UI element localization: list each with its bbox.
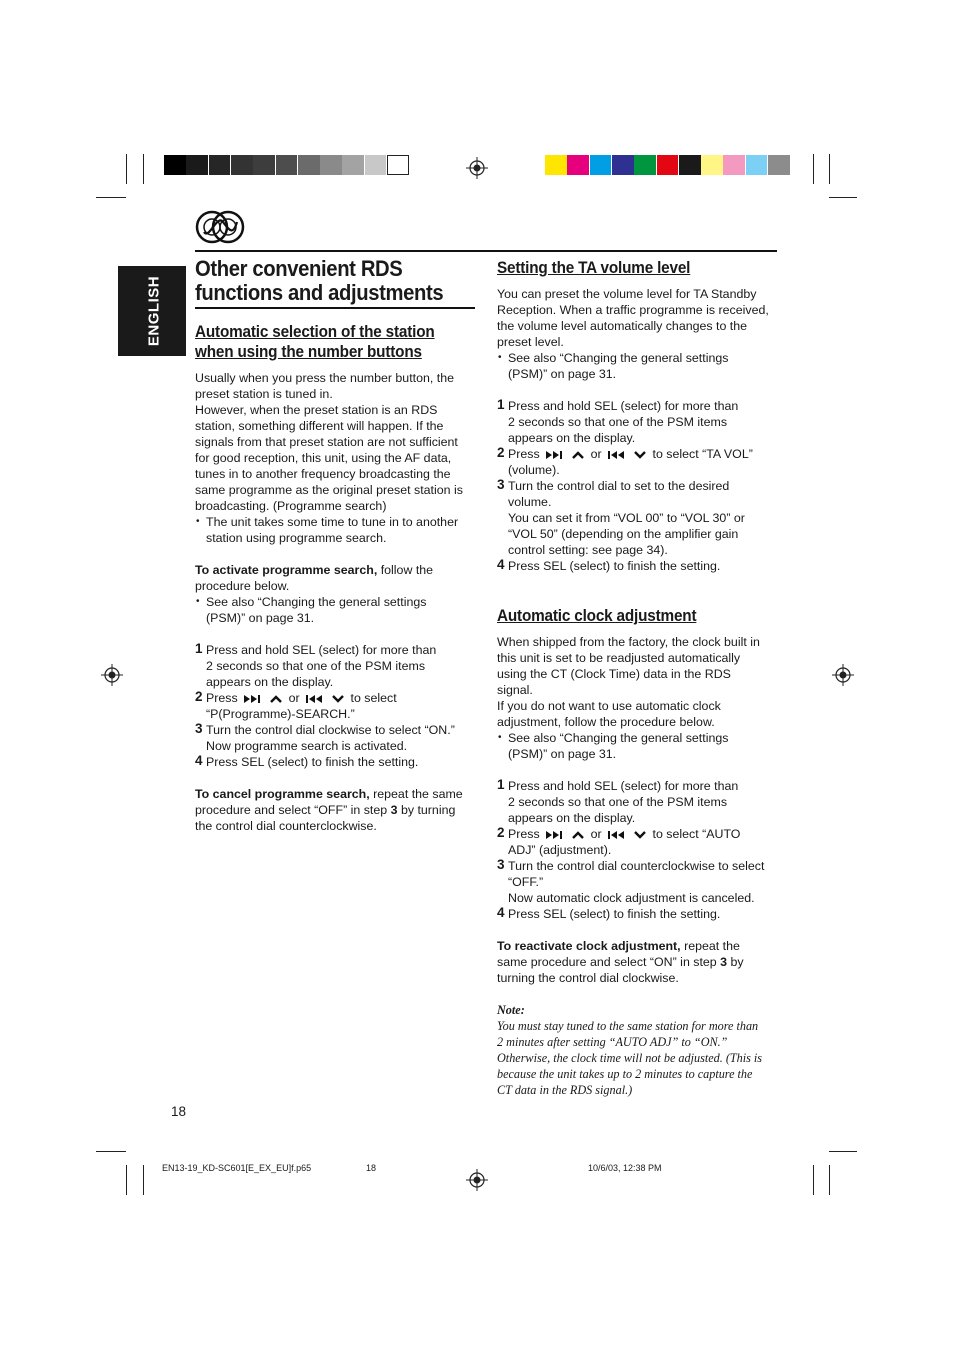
color-swatch [276, 155, 298, 175]
bullet-item: • The unit takes some time to tune in to another station using programme search. [195, 514, 480, 546]
text-line: using the CT (Clock Time) data in the RDS [497, 667, 731, 681]
text-line: signals from that preset station are not sufficient [195, 435, 458, 449]
text-line: station, something different will happen. If the [195, 419, 444, 433]
intro-paragraph [497, 634, 787, 730]
registration-mark-icon [101, 664, 123, 686]
text-line: You can preset the volume level for TA Standby [497, 287, 757, 301]
right-column-ta [497, 286, 787, 574]
color-swatch [634, 155, 656, 175]
step-3: 3 Turn the control dial to set to the desired volume. You can set it from “VOL 00” to “VOL 30” or “VOL 50” (depending on the amplifier gain control setting: see page 34). [497, 477, 745, 557]
note-text [497, 1018, 787, 1098]
text-line: CT data in the RDS signal.) [497, 1083, 633, 1097]
color-swatch [365, 155, 387, 175]
registration-mark-icon [466, 157, 488, 179]
step-3: 3 Turn the control dial counterclockwise to select “OFF.” Now automatic clock adjustment is canceled. [497, 857, 765, 905]
text-line: preset level. [497, 335, 564, 349]
color-swatch [231, 155, 253, 175]
left-column-text: Usually when you press the number button, the preset station is tuned in. However, when the preset station is an RDS station, something different will happen. If the signals from that preset station are not sufficient for good reception, this unit, using the AF data, tunes in to another frequency broadcasting the same programme as the original preset station is broadcasting. (Programme search) • The unit takes some time to tune in to another station using programme search. To activate programme search, follow the procedure below. • See also “Changing the general settings (PSM)” on page 31. 1 Press and hold SEL (select) for more than 2 seconds so that one of the PSM items appears on the display. 2 Press or to select “P(Programme)-SEARCH.” 3 Turn the control dial clockwise to select “ON.” Now programme search is activated. 4 Press SEL (select) to finish the setting. To cancel programme search, repeat the same procedure and select “OFF” in step 3 by turning the control dial counterclockwise. [195, 370, 480, 834]
color-swatch [209, 155, 231, 175]
color-swatch [746, 155, 768, 175]
down-arrow-icon [633, 450, 647, 460]
text-line: the volume level automatically changes to the [497, 319, 748, 333]
text-line: because the unit takes up to 2 minutes to capture the [497, 1067, 753, 1081]
color-swatch [298, 155, 320, 175]
text-line: same programme as the original preset station is [195, 483, 463, 497]
text-line: Reception. When a traffic programme is received, [497, 303, 769, 317]
step-4: 4 Press SEL (select) to finish the setting. [497, 557, 721, 573]
text-line: this unit is set to be readjusted automatically [497, 651, 741, 665]
intro-paragraph [497, 286, 787, 350]
color-swatch [590, 155, 612, 175]
registration-mark-icon [832, 664, 854, 686]
color-swatch [612, 155, 634, 175]
step-2: 2 Press or to select “AUTO ADJ” (adjustment). [497, 825, 741, 857]
text-line: You must stay tuned to the same station for more than [497, 1019, 759, 1033]
footer-file: EN13-19_KD-SC601[E_EX_EU]f.p65 [162, 1163, 312, 1173]
next-track-icon [545, 450, 567, 460]
text-line: If you do not want to use automatic clock [497, 699, 721, 713]
page-title: Other convenient RDS functions and adjustments [195, 256, 444, 305]
color-swatch [387, 155, 409, 175]
color-swatch [342, 155, 364, 175]
section-heading-clock: Automatic clock adjustment [497, 606, 697, 625]
down-arrow-icon [633, 830, 647, 840]
step-1: 1 Press and hold SEL (select) for more than 2 seconds so that one of the PSM items appears on the display. [195, 641, 437, 689]
color-swatch [545, 155, 567, 175]
step-4: 4 Press SEL (select) to finish the setting. [497, 905, 721, 921]
header-rule [195, 250, 777, 252]
color-swatch [164, 155, 186, 175]
up-arrow-icon [571, 450, 585, 460]
step-1: 1 Press and hold SEL (select) for more than 2 seconds so that one of the PSM items appears on the display. [497, 777, 739, 825]
up-arrow-icon [571, 830, 585, 840]
prev-track-icon [607, 450, 629, 460]
color-swatch [768, 155, 790, 175]
language-tab [118, 266, 186, 356]
text-line: signal. [497, 683, 533, 697]
text-line: However, when the preset station is an RDS [195, 403, 438, 417]
rds-logo-icon [195, 210, 245, 244]
color-swatch [320, 155, 342, 175]
text-line: adjustment, follow the procedure below. [497, 715, 715, 729]
color-swatch [679, 155, 701, 175]
registration-mark-icon [466, 1169, 488, 1191]
bullet-item: • See also “Changing the general settings (PSM)” on page 31. [497, 350, 787, 382]
text-line: Usually when you press the number button, the [195, 371, 454, 385]
prev-track-icon [607, 830, 629, 840]
section-heading-ta-volume: Setting the TA volume level [497, 258, 691, 277]
text-line: preset station is tuned in. [195, 387, 333, 401]
color-swatch [657, 155, 679, 175]
footer-date: 10/6/03, 12:38 PM [588, 1163, 662, 1173]
color-swatch [567, 155, 589, 175]
prev-track-icon [305, 694, 327, 704]
intro-paragraph [195, 370, 480, 514]
down-arrow-icon [331, 694, 345, 704]
text-line: broadcasting. (Programme search) [195, 499, 387, 513]
language-tab-label: ENGLISH [145, 275, 163, 347]
next-track-icon [545, 830, 567, 840]
step-1: 1 Press and hold SEL (select) for more than 2 seconds so that one of the PSM items appears on the display. [497, 397, 739, 445]
up-arrow-icon [269, 694, 283, 704]
text-line: for good reception, this unit, using the AF data, [195, 451, 452, 465]
next-track-icon [243, 694, 265, 704]
step-2: 2 Press or to select “TA VOL” (volume). [497, 445, 753, 477]
text-line: 2 minutes after setting “AUTO ADJ” to “ON.” [497, 1035, 728, 1049]
footer-page: 18 [366, 1163, 377, 1173]
bullet-item: • See also “Changing the general settings (PSM)” on page 31. [195, 594, 480, 626]
step-2: 2 Press or to select “P(Programme)-SEARCH.” [195, 689, 397, 721]
text-line: Otherwise, the clock time will not be adjusted. (This is [497, 1051, 763, 1065]
bullet-item: • See also “Changing the general settings (PSM)” on page 31. [497, 730, 787, 762]
color-swatch [186, 155, 208, 175]
section-heading-auto-selection: Automatic selection of the station when using the number buttons [195, 322, 435, 361]
text-line: tunes in to another frequency broadcasting the [195, 467, 451, 481]
note-label: Note: [497, 1003, 525, 1017]
color-swatch [723, 155, 745, 175]
page-number: 18 [171, 1104, 187, 1119]
title-rule [195, 307, 475, 309]
right-column-clock: When shipped from the factory, the clock built in this unit is set to be readjusted automatically using the CT (Clock Time) data in the RDS signal. If you do not want to use automatic clock adjustment, follow the procedure below. • See also “Changing the general settings (PSM)” on page 31. 1 Press and hold SEL (select) for more than 2 seconds so that one of the PSM items appears on the display. 2 Press or to select “AUTO ADJ” (adjustment). 3 Turn the control dial counterclockwise to select “OFF.” Now automatic clock adjustment is canceled. 4 Press SEL (select) to finish the setting. To reactivate clock adjustment, repeat the same procedure and select “ON” in step 3 by turning the control dial clockwise. Note: You must stay tuned to the same station for more than 2 minutes after setting “AUTO ADJ” to “ON.” Otherwise, the clock time will not be adjusted. (This is because the unit takes up to 2 minutes to capture the CT data in the RDS signal.) [497, 634, 787, 1098]
color-swatch [701, 155, 723, 175]
step-4: 4 Press SEL (select) to finish the setting. [195, 753, 419, 769]
color-swatch [253, 155, 275, 175]
text-line: When shipped from the factory, the clock built in [497, 635, 760, 649]
step-3: 3 Turn the control dial clockwise to select “ON.” Now programme search is activated. [195, 721, 455, 753]
